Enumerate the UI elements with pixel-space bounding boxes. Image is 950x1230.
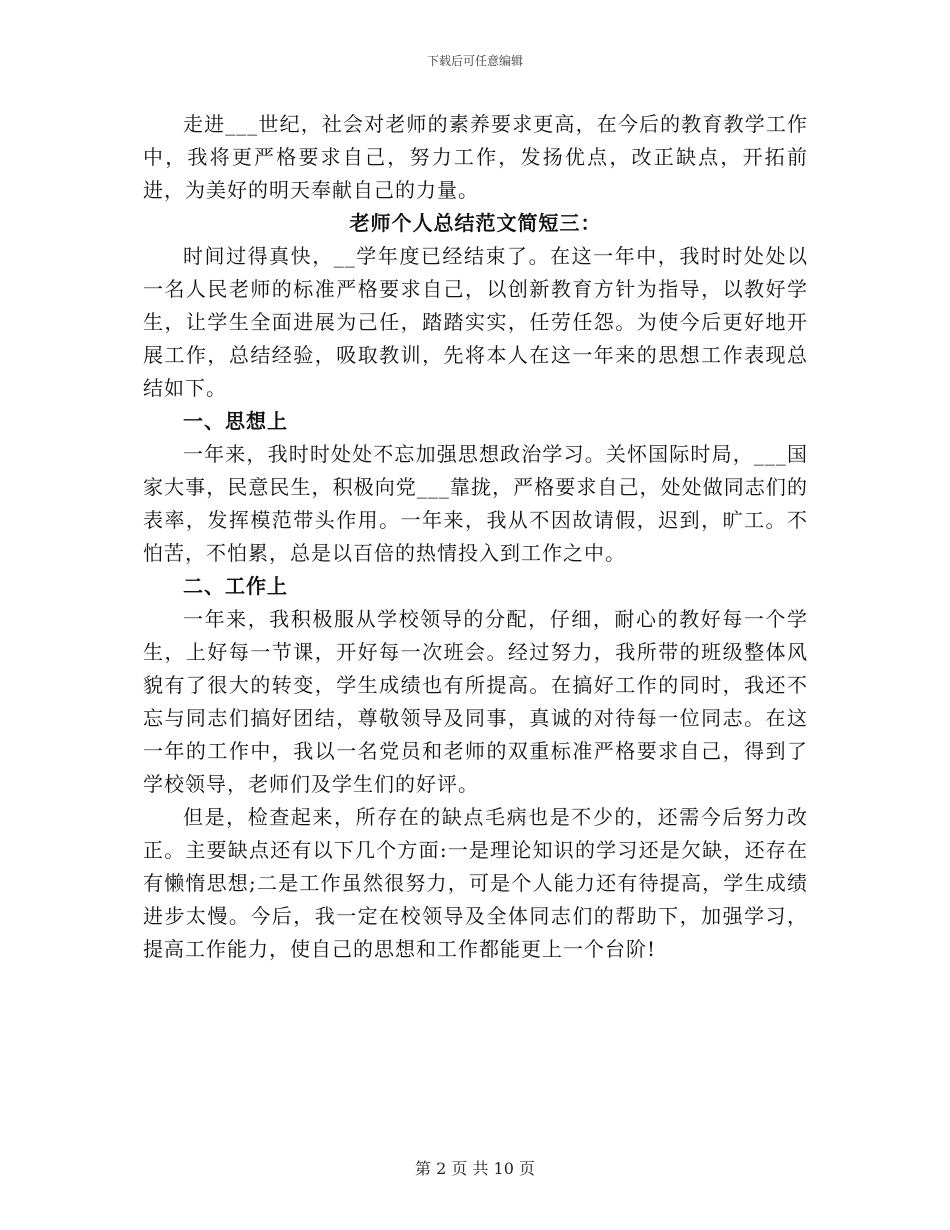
heading-work: 二、工作上 bbox=[183, 574, 288, 598]
intro-paragraph: 走进___世纪，社会对老师的素养要求更高，在今后的教育教学工作中，我将更严格要求自己，努力工作，发扬优点，改正缺点，开拓前进，为美好的明天奉献自己的力量。 bbox=[143, 112, 808, 202]
thought-paragraph: 一年来，我时时处处不忘加强思想政治学习。关怀国际时局，___国家大事，民意民生，积极向党___靠拢，严格要求自己，处处做同志们的表率，发挥模范带头作用。一年来，我从不因故请假，迟到，旷工。不怕苦，不怕累，总是以百倍的热情投入到工作之中。 bbox=[143, 442, 808, 565]
page-number-footer: 第 2 页 共 10 页 bbox=[415, 1159, 535, 1178]
opening-paragraph: 时间过得真快，__学年度已经结束了。在这一年中，我时时处处以一名人民老师的标准严格要求自己，以创新教育方针为指导，以教好学生，让学生全面进展为己任，踏踏实实，任劳任怨。为使今后更好地开展工作，总结经验，吸取教训，先将本人在这一年来的思想工作表现总结如下。 bbox=[143, 244, 808, 400]
section-title: 老师个人总结范文简短三： bbox=[349, 211, 602, 235]
heading-thought: 一、思想上 bbox=[183, 409, 288, 433]
document-body bbox=[143, 108, 808, 966]
page-header-note: 下载后可任意编辑 bbox=[426, 54, 523, 68]
closing-paragraph: 但是，检查起来，所存在的缺点毛病也是不少的，还需今后努力改正。主要缺点还有以下几个方面:一是理论知识的学习还是欠缺，还存在有懒惰思想;二是工作虽然很努力，可是个人能力还有待提高，学生成绩进步太慢。今后，我一定在校领导及全体同志们的帮助下，加强学习，提高工作能力，使自己的思想和工作都能更上一个台阶! bbox=[143, 805, 808, 961]
work-paragraph: 一年来，我积极服从学校领导的分配，仔细，耐心的教好每一个学生，上好每一节课，开好每一次班会。经过努力，我所带的班级整体风貌有了很大的转变，学生成绩也有所提高。在搞好工作的同时，我还不忘与同志们搞好团结，尊敬领导及同事，真诚的对待每一位同志。在这一年的工作中，我以一名党员和老师的双重标准严格要求自己，得到了学校领导，老师们及学生们的好评。 bbox=[143, 607, 808, 796]
